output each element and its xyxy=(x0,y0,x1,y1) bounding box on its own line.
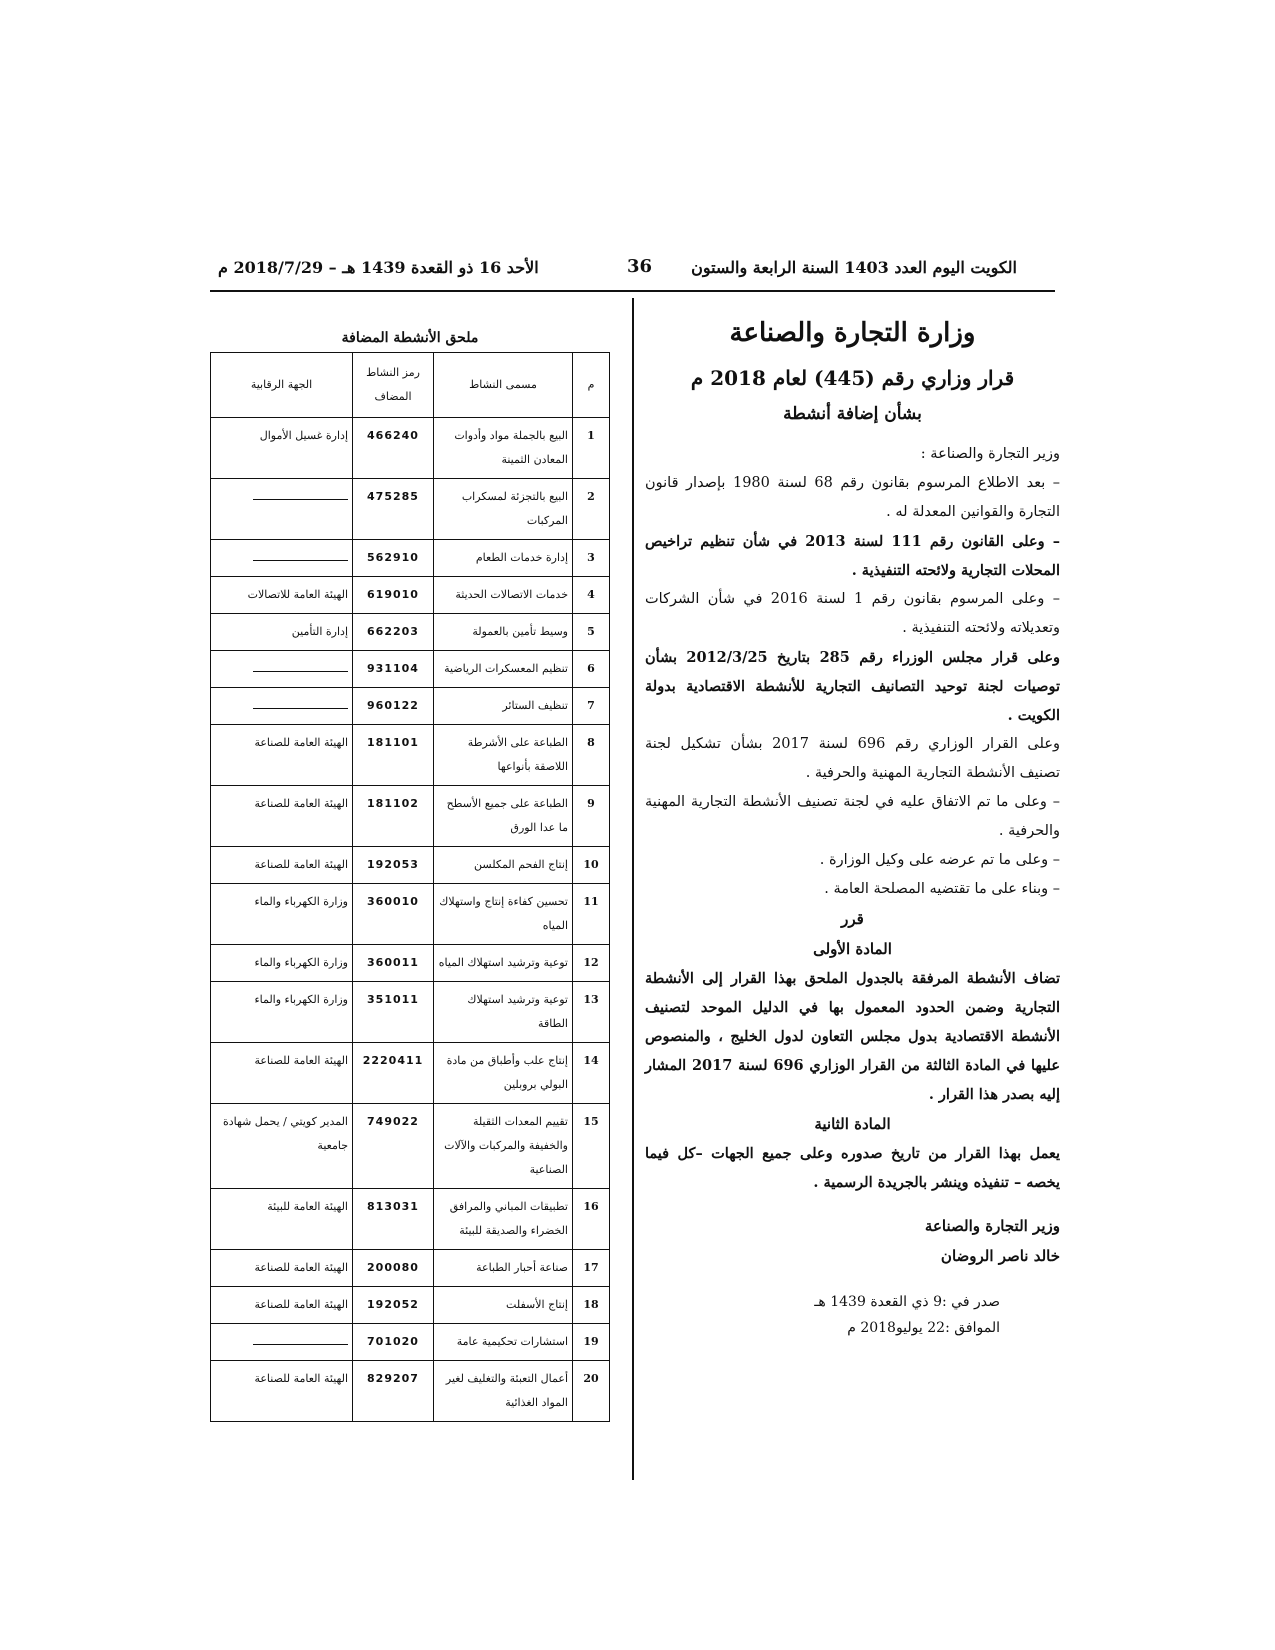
cell-authority xyxy=(211,1324,353,1361)
cell-activity-name: توعية وترشيد استهلاك الطاقة xyxy=(434,982,573,1043)
table-row xyxy=(211,577,610,614)
cell-activity-code: 619010 xyxy=(353,577,434,614)
cell-no: 2 xyxy=(573,479,610,540)
cell-activity-name: صناعة أحبار الطباعة xyxy=(434,1250,573,1287)
preamble-line: وزير التجارة والصناعة : xyxy=(920,446,1060,462)
cell-authority: الهيئة العامة للبيئة xyxy=(211,1189,353,1250)
header-activity-code: رمز النشاط المضاف xyxy=(353,353,434,418)
cell-authority: الهيئة العامة للصناعة xyxy=(211,1250,353,1287)
cell-authority: الهيئة العامة للصناعة xyxy=(211,1361,353,1422)
table-row xyxy=(211,786,610,847)
cell-no: 18 xyxy=(573,1287,610,1324)
cell-no: 10 xyxy=(573,847,610,884)
cell-authority: وزارة الكهرباء والماء xyxy=(211,884,353,945)
cell-activity-code: 181101 xyxy=(353,725,434,786)
cell-no: 12 xyxy=(573,945,610,982)
cell-activity-code: 181102 xyxy=(353,786,434,847)
cell-activity-code: 360011 xyxy=(353,945,434,982)
column-divider xyxy=(632,298,634,1480)
cell-activity-name: البيع بالتجزئة لمسكراب المركبات xyxy=(434,479,573,540)
cell-activity-code: 200080 xyxy=(353,1250,434,1287)
header-rule xyxy=(210,290,1055,292)
decree-title: قرار وزاري رقم (445) لعام 2018 م xyxy=(690,366,1015,390)
cell-activity-code: 960122 xyxy=(353,688,434,725)
table-row xyxy=(211,1324,610,1361)
table-row xyxy=(211,688,610,725)
blank-line xyxy=(253,550,348,561)
preamble-line: – وعلى ما تم عرضه على وكيل الوزارة . xyxy=(819,852,1060,868)
cell-activity-name: البيع بالجملة مواد وأدوات المعادن الثمينة xyxy=(434,418,573,479)
preamble-line: وعلى قرار مجلس الوزراء رقم 285 بتاريخ 2012/3/25 بشأن توصيات لجنة توحيد التصانيف التجارية للأنشطة الاقتصادية بدولة الكويت . xyxy=(645,649,1060,724)
header-activity-name: مسمى النشاط xyxy=(434,353,573,418)
cell-activity-code: 662203 xyxy=(353,614,434,651)
header-date: الأحد 16 ذو القعدة 1439 هـ – 2018/7/29 م xyxy=(218,258,539,277)
cell-authority: إدارة التأمين xyxy=(211,614,353,651)
table-row xyxy=(211,651,610,688)
cell-activity-code: 360010 xyxy=(353,884,434,945)
article-1-text: تضاف الأنشطة المرفقة بالجدول الملحق بهذا القرار إلى الأنشطة التجارية وضمن الحدود المعمول بها في الدليل الموحد لتصنيف الأنشطة الاقتصادية بدول مجلس التعاون لدول الخليج ، والمنصوص عليها في المادة الثالثة من القرار الوزاري 696 لسنة 2017 المشار إليه بصدر هذا القرار . xyxy=(645,970,1060,1103)
cell-activity-name: تحسين كفاءة إنتاج واستهلاك المياه xyxy=(434,884,573,945)
annex-title: ملحق الأنشطة المضافة xyxy=(341,330,479,346)
article-2-text: يعمل بهذا القرار من تاريخ صدوره وعلى جميع الجهات –كل فيما يخصه – تنفيذه وينشر بالجريدة الرسمية . xyxy=(645,1145,1060,1191)
cell-authority: وزارة الكهرباء والماء xyxy=(211,982,353,1043)
header-issue-info: الكويت اليوم العدد 1403 السنة الرابعة والستون xyxy=(691,258,1017,277)
cell-activity-code: 931104 xyxy=(353,651,434,688)
cell-activity-code: 813031 xyxy=(353,1189,434,1250)
cell-no: 13 xyxy=(573,982,610,1043)
ministry-title: وزارة التجارة والصناعة xyxy=(729,318,976,348)
cell-activity-name: تنظيف الستائر xyxy=(434,688,573,725)
cell-no: 14 xyxy=(573,1043,610,1104)
preamble-line: – وبناء على ما تقتضيه المصلحة العامة . xyxy=(824,881,1060,897)
cell-activity-name: أعمال التعبئة والتغليف لغير المواد الغذائية xyxy=(434,1361,573,1422)
cell-activity-name: إنتاج الفحم المكلسن xyxy=(434,847,573,884)
annex-header-row xyxy=(211,353,610,418)
cell-activity-code: 829207 xyxy=(353,1361,434,1422)
blank-line xyxy=(253,1334,348,1345)
cell-no: 1 xyxy=(573,418,610,479)
cell-activity-code: 562910 xyxy=(353,540,434,577)
blank-line xyxy=(253,489,348,500)
table-row xyxy=(211,540,610,577)
article-2-title: المادة الثانية xyxy=(814,1115,891,1133)
cell-authority xyxy=(211,688,353,725)
header-authority: الجهة الرقابية xyxy=(211,353,353,418)
table-row xyxy=(211,884,610,945)
cell-activity-name: تقييم المعدات الثقيلة والخفيفة والمركبات والآلات الصناعية xyxy=(434,1104,573,1189)
preamble-line: – وعلى القانون رقم 111 لسنة 2013 في شأن تنظيم تراخيص المحلات التجارية ولائحته التنفيذية . xyxy=(645,533,1060,579)
cell-no: 17 xyxy=(573,1250,610,1287)
cell-activity-code: 475285 xyxy=(353,479,434,540)
issued-hijri-date: صدر في :9 ذي القعدة 1439 هـ xyxy=(814,1294,1000,1310)
cell-activity-name: الطباعة على جميع الأسطح ما عدا الورق xyxy=(434,786,573,847)
table-row xyxy=(211,1361,610,1422)
cell-activity-name: خدمات الاتصالات الحديثة xyxy=(434,577,573,614)
cell-authority: الهيئة العامة للصناعة xyxy=(211,1287,353,1324)
cell-activity-name: توعية وترشيد استهلاك المياه xyxy=(434,945,573,982)
cell-no: 8 xyxy=(573,725,610,786)
cell-activity-name: إدارة خدمات الطعام xyxy=(434,540,573,577)
cell-no: 7 xyxy=(573,688,610,725)
signatory-title: وزير التجارة والصناعة xyxy=(924,1217,1060,1235)
table-row xyxy=(211,1104,610,1189)
cell-no: 19 xyxy=(573,1324,610,1361)
blank-line xyxy=(253,661,348,672)
cell-authority xyxy=(211,479,353,540)
cell-authority: وزارة الكهرباء والماء xyxy=(211,945,353,982)
cell-authority: الهيئة العامة للصناعة xyxy=(211,786,353,847)
table-row xyxy=(211,418,610,479)
cell-no: 15 xyxy=(573,1104,610,1189)
cell-activity-code: 701020 xyxy=(353,1324,434,1361)
cell-authority: المدير كويتي / يحمل شهادة جامعية xyxy=(211,1104,353,1189)
cell-no: 20 xyxy=(573,1361,610,1422)
decree-subject: بشأن إضافة أنشطة xyxy=(783,404,922,424)
cell-authority: إدارة غسيل الأموال xyxy=(211,418,353,479)
table-row xyxy=(211,614,610,651)
preamble-line: وعلى القرار الوزاري رقم 696 لسنة 2017 بشأن تشكيل لجنة تصنيف الأنشطة التجارية المهنية والحرفية . xyxy=(645,736,1060,781)
table-row xyxy=(211,725,610,786)
cell-activity-code: 192052 xyxy=(353,1287,434,1324)
annex-table xyxy=(210,352,610,1422)
cell-activity-name: تطبيقات المباني والمرافق الخضراء والصديقة للبيئة xyxy=(434,1189,573,1250)
table-row xyxy=(211,847,610,884)
blank-line xyxy=(253,698,348,709)
table-row xyxy=(211,945,610,982)
cell-no: 6 xyxy=(573,651,610,688)
cell-authority: الهيئة العامة للصناعة xyxy=(211,1043,353,1104)
cell-activity-code: 2220411 xyxy=(353,1043,434,1104)
cell-activity-name: وسيط تأمين بالعمولة xyxy=(434,614,573,651)
cell-activity-code: 351011 xyxy=(353,982,434,1043)
article-1-title: المادة الأولى xyxy=(813,940,892,958)
header-no: م xyxy=(573,353,610,418)
table-row xyxy=(211,982,610,1043)
cell-activity-code: 192053 xyxy=(353,847,434,884)
table-row xyxy=(211,1250,610,1287)
table-row xyxy=(211,479,610,540)
cell-no: 9 xyxy=(573,786,610,847)
cell-activity-name: استشارات تحكيمية عامة xyxy=(434,1324,573,1361)
cell-activity-name: إنتاج علب وأطباق من مادة البولي بروبلين xyxy=(434,1043,573,1104)
preamble-line: – بعد الاطلاع المرسوم بقانون رقم 68 لسنة 1980 بإصدار قانون التجارة والقوانين المعدلة له . xyxy=(645,475,1060,520)
cell-authority: الهيئة العامة للاتصالات xyxy=(211,577,353,614)
issued-gregorian-date: الموافق :22 يوليو2018 م xyxy=(847,1320,1000,1336)
cell-activity-name: إنتاج الأسفلت xyxy=(434,1287,573,1324)
preamble-line: – وعلى ما تم الاتفاق عليه في لجنة تصنيف الأنشطة التجارية المهنية والحرفية . xyxy=(645,794,1060,839)
cell-authority: الهيئة العامة للصناعة xyxy=(211,847,353,884)
cell-activity-name: تنظيم المعسكرات الرياضية xyxy=(434,651,573,688)
table-row xyxy=(211,1189,610,1250)
cell-activity-name: الطباعة على الأشرطة اللاصقة بأنواعها xyxy=(434,725,573,786)
table-row xyxy=(211,1287,610,1324)
cell-no: 3 xyxy=(573,540,610,577)
table-row xyxy=(211,1043,610,1104)
resolved-label: قرر xyxy=(841,910,864,928)
preamble-line: – وعلى المرسوم بقانون رقم 1 لسنة 2016 في شأن الشركات وتعديلاته ولائحته التنفيذية . xyxy=(645,591,1060,636)
signatory-name: خالد ناصر الروضان xyxy=(940,1247,1060,1265)
cell-no: 4 xyxy=(573,577,610,614)
cell-authority xyxy=(211,651,353,688)
decree-column xyxy=(645,318,1060,1341)
cell-authority: الهيئة العامة للصناعة xyxy=(211,725,353,786)
cell-authority xyxy=(211,540,353,577)
cell-activity-code: 466240 xyxy=(353,418,434,479)
page-number: 36 xyxy=(627,256,653,277)
cell-no: 11 xyxy=(573,884,610,945)
cell-activity-code: 749022 xyxy=(353,1104,434,1189)
cell-no: 16 xyxy=(573,1189,610,1250)
cell-no: 5 xyxy=(573,614,610,651)
